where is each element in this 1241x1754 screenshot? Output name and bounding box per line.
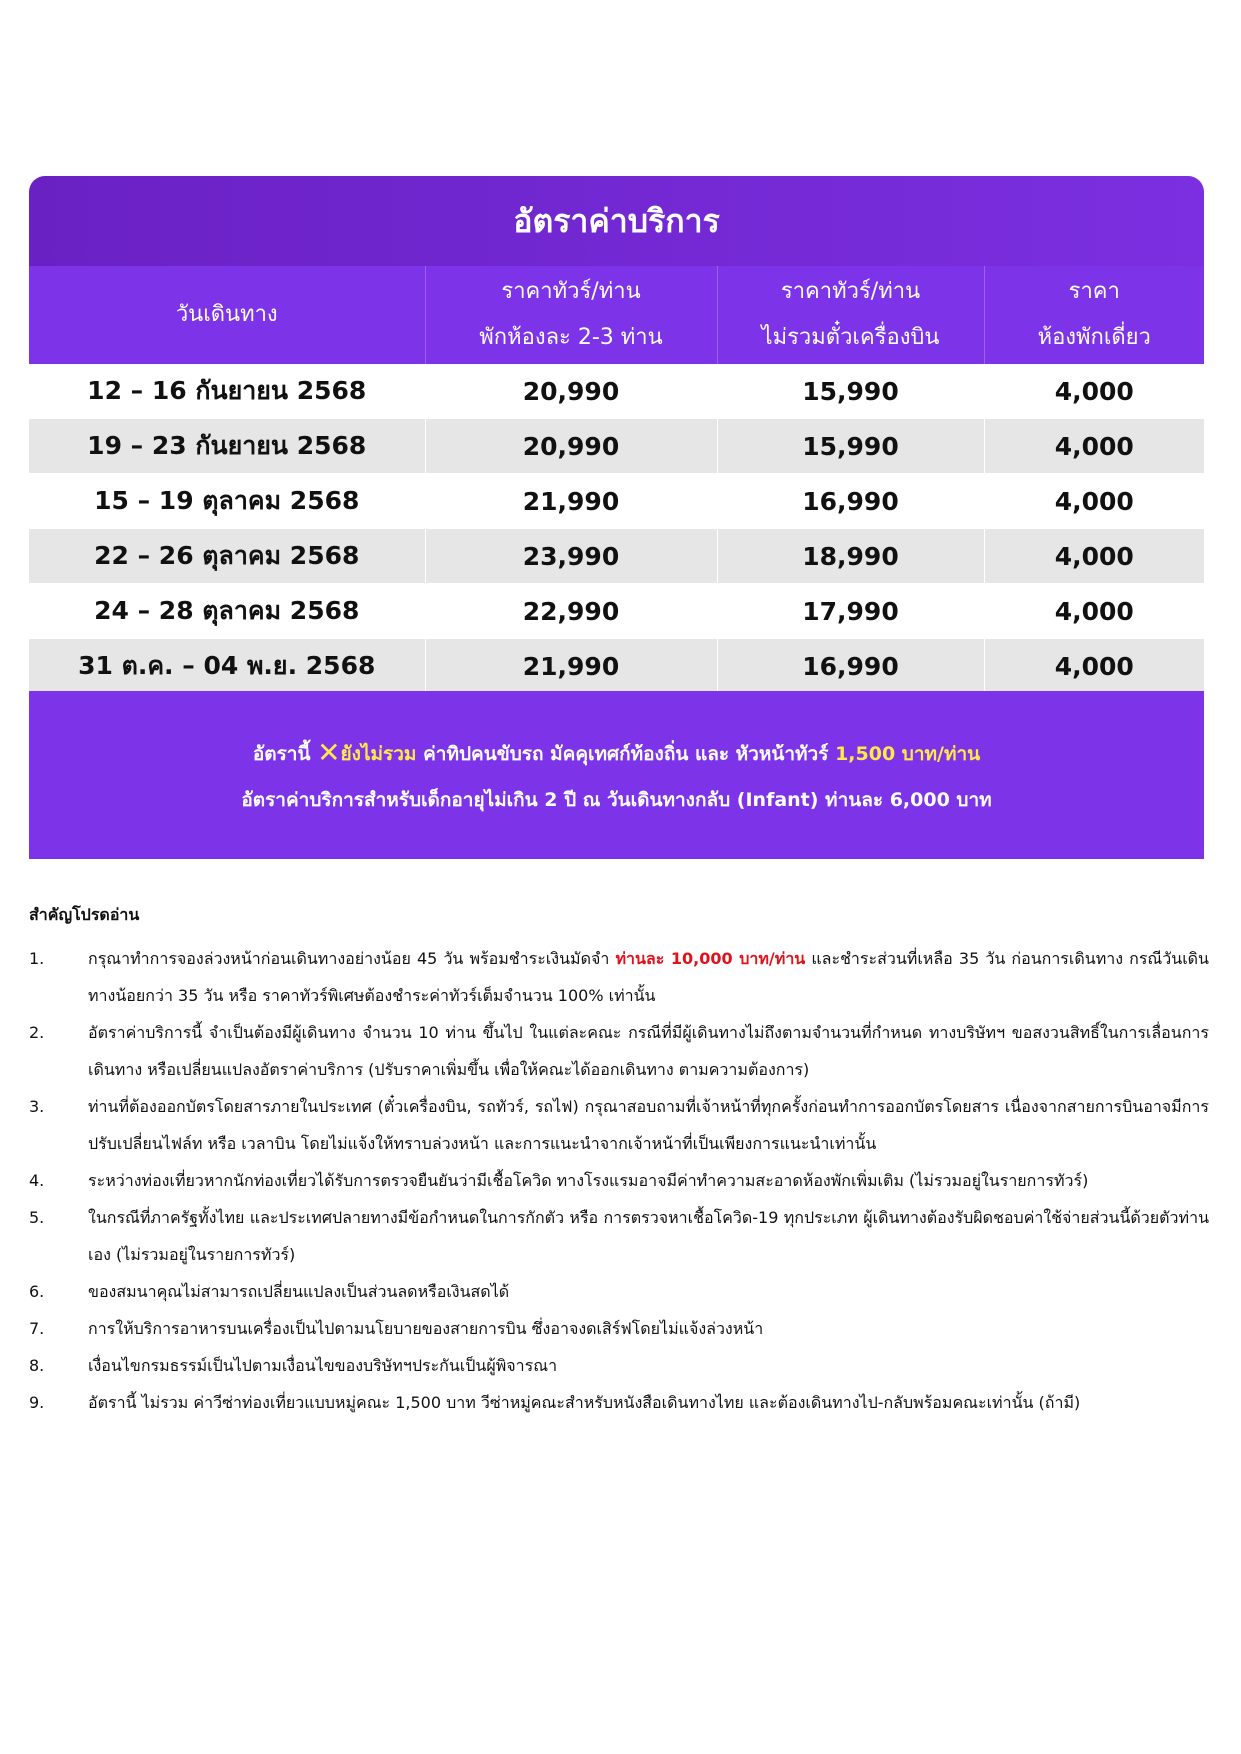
list-item: 2. อัตราค่าบริการนี้ จำเป็นต้องมีผู้เดินทาง จำนวน 10 ท่าน ขึ้นไป ในแต่ละคณะ กรณีที่มีผู้เดินทางไม่ถึงตามจำนวนที่กำหนด ทางบริษัทฯ ขอสงวนสิทธิ์ในการเลื่อนการเดินทาง หรือเปลี่ยนแปลงอัตราค่าบริการ (ปรับราคาเพิ่มขึ้น เพื่อให้คณะได้ออกเดินทาง ตามความต้องการ) bbox=[29, 1023, 1209, 1079]
cell-price: 22,990 bbox=[425, 584, 717, 639]
table-row bbox=[29, 639, 1204, 694]
rate-note-box bbox=[29, 691, 1204, 859]
cell-price: 21,990 bbox=[425, 639, 717, 694]
list-item: 1. กรุณาทำการจองล่วงหน้าก่อนเดินทางอย่างน้อย 45 วัน พร้อมชำระเงินมัดจำ ท่านละ 10,000 บาท/ท่าน และชำระส่วนที่เหลือ 35 วัน ก่อนการเดินทาง กรณีวันเดินทางน้อยกว่า 35 วัน หรือ ราคาทัวร์พิเศษต้องชำระค่าทัวร์เต็มจำนวน 100% เท่านั้น bbox=[29, 949, 1209, 1005]
cell-price: 20,990 bbox=[425, 364, 717, 419]
note-line-2: อัตราค่าบริการสำหรับเด็กอายุไม่เกิน 2 ปี ณ วันเดินทางกลับ (Infant) ท่านละ 6,000 บาท bbox=[241, 788, 992, 811]
not-included-label: ยังไม่รวม bbox=[340, 742, 417, 765]
cell-price: 23,990 bbox=[425, 529, 717, 584]
list-item: 4. ระหว่างท่องเที่ยวหากนักท่องเที่ยวได้รับการตรวจยืนยันว่ามีเชื้อโควิด ทางโรงแรมอาจมีค่าทำความสะอาดห้องพักเพิ่มเติม (ไม่รวมอยู่ในรายการทัวร์) bbox=[29, 1171, 1089, 1190]
cell-no-ticket: 16,990 bbox=[717, 639, 984, 694]
cell-no-ticket: 15,990 bbox=[717, 419, 984, 474]
important-notes bbox=[29, 903, 1209, 1421]
cell-no-ticket: 18,990 bbox=[717, 529, 984, 584]
cell-price: 20,990 bbox=[425, 419, 717, 474]
list-item: 5. ในกรณีที่ภาครัฐทั้งไทย และประเทศปลายทางมีข้อกำหนดในการกักตัว หรือ การตรวจหาเชื้อโควิด-19 ทุกประเภท ผู้เดินทางต้องรับผิดชอบค่าใช้จ่ายส่วนนี้ด้วยตัวท่านเอง (ไม่รวมอยู่ในรายการทัวร์) bbox=[29, 1208, 1209, 1264]
cell-no-ticket: 16,990 bbox=[717, 474, 984, 529]
table-row bbox=[29, 419, 1204, 474]
cell-no-ticket: 15,990 bbox=[717, 364, 984, 419]
cell-single: 4,000 bbox=[984, 584, 1204, 639]
header-date: วันเดินทาง bbox=[29, 266, 425, 364]
rates-title: อัตราค่าบริการ bbox=[513, 201, 720, 240]
rates-table bbox=[29, 266, 1204, 693]
table-row bbox=[29, 364, 1204, 419]
table-row bbox=[29, 584, 1204, 639]
x-mark-icon: ✕ bbox=[317, 735, 341, 769]
important-heading: สำคัญโปรดอ่าน bbox=[29, 905, 140, 924]
rates-title-bar bbox=[29, 176, 1204, 266]
header-price: ราคาทัวร์/ท่าน พักห้องละ 2-3 ท่าน bbox=[425, 266, 717, 364]
cell-no-ticket: 17,990 bbox=[717, 584, 984, 639]
deposit-highlight: ท่านละ 10,000 บาท/ท่าน bbox=[615, 949, 806, 968]
list-item: 9. อัตรานี้ ไม่รวม ค่าวีซ่าท่องเที่ยวแบบหมู่คณะ 1,500 บาท วีซ่าหมู่คณะสำหรับหนังสือเดินทางไทย และต้องเดินทางไป-กลับพร้อมคณะเท่านั้น (ถ้ามี) bbox=[29, 1393, 1081, 1412]
cell-single: 4,000 bbox=[984, 474, 1204, 529]
list-item: 8. เงื่อนไขกรมธรรม์เป็นไปตามเงื่อนไขของบริษัทฯประกันเป็นผู้พิจารณา bbox=[29, 1356, 558, 1375]
header-no-ticket: ราคาทัวร์/ท่าน ไม่รวมตั๋วเครื่องบิน bbox=[717, 266, 984, 364]
tip-amount: 1,500 บาท/ท่าน bbox=[835, 742, 981, 765]
cell-single: 4,000 bbox=[984, 364, 1204, 419]
cell-date: 19 – 23 กันยายน 2568 bbox=[29, 419, 425, 474]
list-item: 7. การให้บริการอาหารบนเครื่องเป็นไปตามนโยบายของสายการบิน ซึ่งอาจงดเสิร์ฟโดยไม่แจ้งล่วงหน้า bbox=[29, 1319, 764, 1338]
cell-price: 21,990 bbox=[425, 474, 717, 529]
note-line-1: อัตรานี้ ✕ยังไม่รวม ค่าทิปคนขับรถ มัคคุเทศก์ท้องถิ่น และ หัวหน้าทัวร์ 1,500 บาท/ท่าน bbox=[252, 735, 981, 769]
cell-single: 4,000 bbox=[984, 529, 1204, 584]
cell-date: 24 – 28 ตุลาคม 2568 bbox=[29, 584, 425, 639]
table-header-row bbox=[29, 266, 1204, 364]
list-item: 3. ท่านที่ต้องออกบัตรโดยสารภายในประเทศ (ตั๋วเครื่องบิน, รถทัวร์, รถไฟ) กรุณาสอบถามที่เจ้าหน้าที่ทุกครั้งก่อนทำการออกบัตรโดยสาร เนื่องจากสายการบินอาจมีการปรับเปลี่ยนไฟล์ท หรือ เวลาบิน โดยไม่แจ้งให้ทราบล่วงหน้า และการแนะนำจากเจ้าหน้าที่เป็นเพียงการแนะนำเท่านั้น bbox=[29, 1097, 1209, 1153]
cell-single: 4,000 bbox=[984, 419, 1204, 474]
cell-date: 22 – 26 ตุลาคม 2568 bbox=[29, 529, 425, 584]
list-item: 6. ของสมนาคุณไม่สามารถเปลี่ยนแปลงเป็นส่วนลดหรือเงินสดได้ bbox=[29, 1282, 510, 1301]
cell-date: 15 – 19 ตุลาคม 2568 bbox=[29, 474, 425, 529]
table-row bbox=[29, 474, 1204, 529]
cell-date: 12 – 16 กันยายน 2568 bbox=[29, 364, 425, 419]
header-single-room: ราคา ห้องพักเดี่ยว bbox=[984, 266, 1204, 364]
important-list bbox=[29, 940, 1209, 1421]
table-row bbox=[29, 529, 1204, 584]
cell-single: 4,000 bbox=[984, 639, 1204, 694]
cell-date: 31 ต.ค. – 04 พ.ย. 2568 bbox=[29, 639, 425, 694]
